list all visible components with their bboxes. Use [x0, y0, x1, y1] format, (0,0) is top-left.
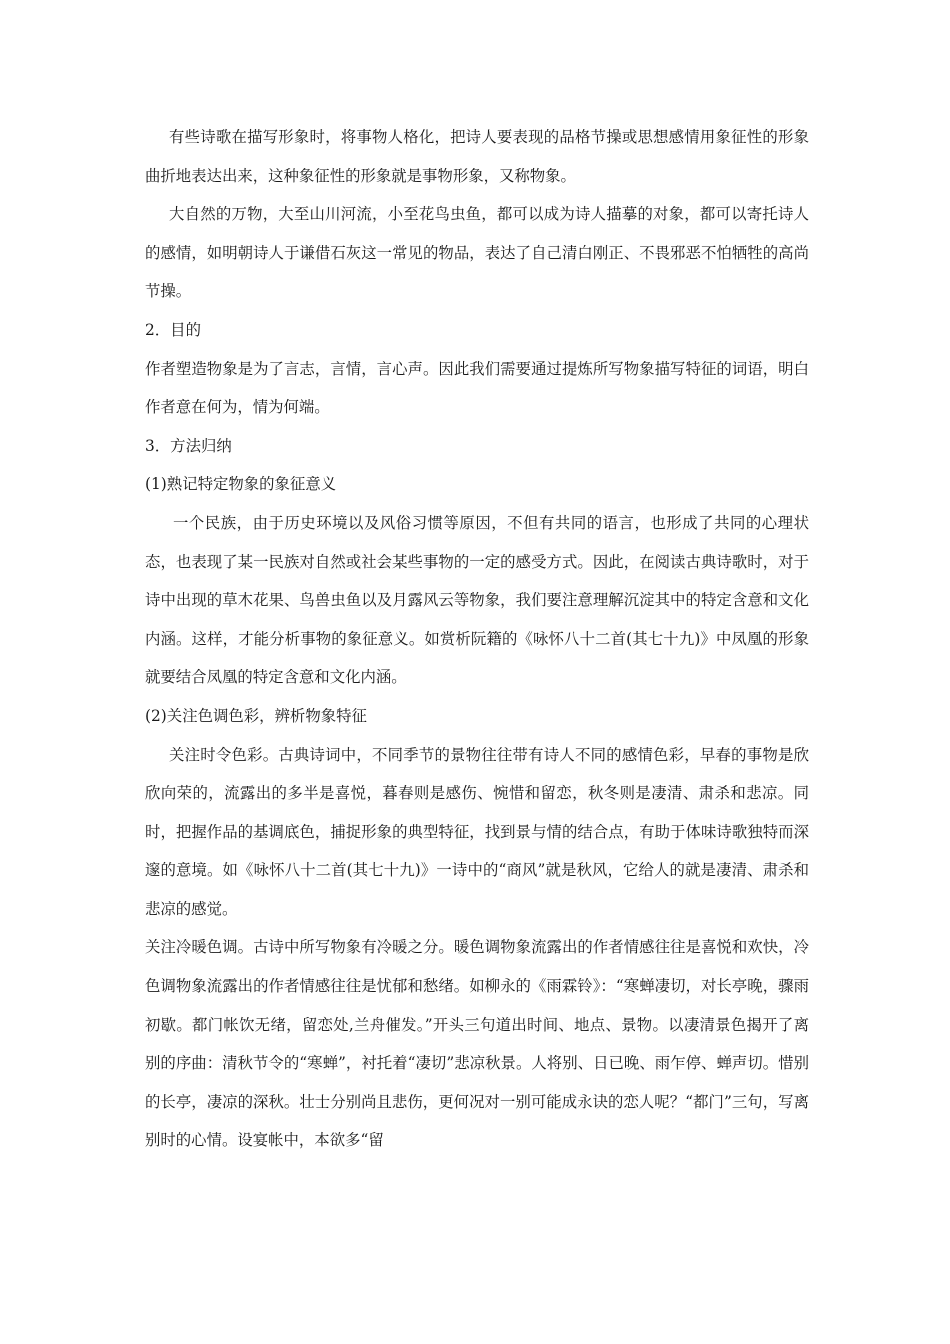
paragraph-seasonal-color: 关注时令色彩。古典诗词中，不同季节的景物往往带有诗人不同的感情色彩，早春的事物是欣欣向荣的，流露出的多半是喜悦，暮春则是感伤、惋惜和留恋，秋冬则是凄清、肃杀和悲凉。同时，把握作品的基调底色，捕捉形象的典型特征，找到景与情的结合点，有助于体味诗歌独特而深邃的意境。如《咏怀八十二首(其七十九)》一诗中的“商风”就是秋风，它给人的就是凄清、肃杀和悲凉的感觉。 — [145, 745, 809, 918]
subheading-symbolic-meaning: (1)熟记特定物象的象征意义 — [145, 475, 337, 494]
document-page — [145, 118, 809, 1160]
section-heading-purpose: 2．目的 — [145, 320, 201, 339]
section-heading-methods: 3．方法归纳 — [145, 436, 232, 455]
subheading-color-tone: (2)关注色调色彩，辨析物象特征 — [145, 706, 367, 725]
paragraph-symbolic-meaning: 一个民族，由于历史环境以及风俗习惯等原因，不但有共同的语言，也形成了共同的心理状态，也表现了某一民族对自然或社会某些事物的一定的感受方式。因此，在阅读古典诗歌时，对于诗中出现的草木花果、鸟兽虫鱼以及月露风云等物象，我们要注意理解沉淀其中的特定含意和文化内涵。这样，才能分析事物的象征意义。如赏析阮籍的《咏怀八十二首(其七十九)》中凤凰的形象就要结合凤凰的特定含意和文化内涵。 — [145, 513, 809, 687]
paragraph-nature-objects: 大自然的万物，大至山川河流，小至花鸟虫鱼，都可以成为诗人描摹的对象，都可以寄托诗人的感情，如明朝诗人于谦借石灰这一常见的物品，表达了自己清白刚正、不畏邪恶不怕牺牲的高尚节操。 — [145, 205, 809, 301]
paragraph-purpose: 作者塑造物象是为了言志，言情，言心声。因此我们需要通过提炼所写物象描写特征的词语，明白作者意在何为，情为何端。 — [145, 359, 809, 417]
paragraph-object-image-definition: 有些诗歌在描写形象时，将事物人格化，把诗人要表现的品格节操或思想感情用象征性的形象曲折地表达出来，这种象征性的形象就是事物形象，又称物象。 — [145, 128, 809, 185]
paragraph-warm-cold-tone: 关注冷暖色调。古诗中所写物象有冷暖之分。暖色调物象流露出的作者情感往往是喜悦和欢快，冷色调物象流露出的作者情感往往是忧郁和愁绪。如柳永的《雨霖铃》：“寒蝉凄切，对长亭晚，骤雨初歇。都门帐饮无绪，留恋处,兰舟催发。”开头三句道出时间、地点、景物。以凄清景色揭开了离别的序曲：清秋节令的“寒蝉”，衬托着“凄切”悲凉秋景。人将别、日已晚、雨乍停、蝉声切。惜别的长亭，凄凉的深秋。壮士分别尚且悲伤，更何况对一别可能成永诀的恋人呢？“都门”三句，写离别时的心情。设宴帐中，本欲多“留 — [145, 938, 809, 1150]
